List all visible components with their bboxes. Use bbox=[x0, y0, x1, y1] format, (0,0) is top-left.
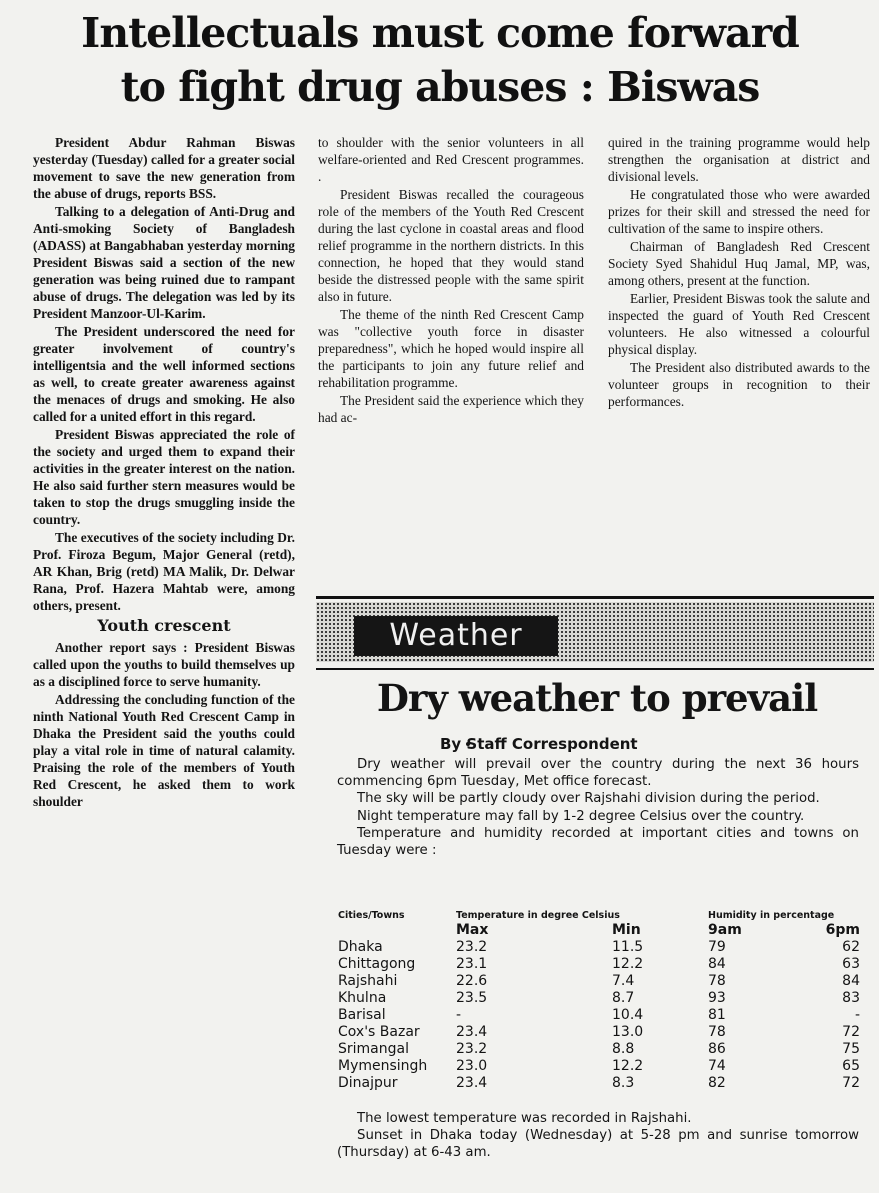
article-column-1 bbox=[33, 134, 295, 811]
cell-humidity-9am: 84 bbox=[708, 956, 726, 972]
paragraph: Chairman of Bangladesh Red Crescent Society Syed Shahidul Huq Jamal, MP, was, among others, present at the function. bbox=[608, 239, 870, 288]
cell-city: Rajshahi bbox=[338, 973, 398, 989]
weather-body bbox=[337, 756, 859, 859]
paragraph: The President underscored the need for greater involvement of country's intelligentsia and the well informed sections as well, to create greater awareness against the menaces of drugs and smoking. He also called for a united effort in this regard. bbox=[33, 324, 295, 424]
cell-max: 23.4 bbox=[456, 1075, 488, 1091]
cell-humidity-6pm: - bbox=[854, 1007, 860, 1023]
cell-humidity-9am: 93 bbox=[708, 990, 726, 1006]
cell-humidity-6pm: 65 bbox=[842, 1058, 860, 1074]
article-column-2 bbox=[318, 134, 584, 427]
cell-humidity-6pm: 63 bbox=[842, 956, 860, 972]
cell-min: 12.2 bbox=[612, 1058, 644, 1074]
cell-min: 11.5 bbox=[612, 939, 644, 955]
paragraph-continuation: to shoulder with the senior volunteers in all welfare-oriented and Red Crescent programmes. . bbox=[318, 135, 584, 184]
section-rule bbox=[316, 668, 874, 670]
cell-humidity-9am: 78 bbox=[708, 1024, 726, 1040]
cell-max: 23.1 bbox=[456, 956, 488, 972]
paragraph: President Biswas recalled the courageous role of the members of the Youth Red Crescent during the last cyclone in coastal areas and flood relief programme in the northern districts. In this connection, he hoped that they would stand beside the distressed people with the same spirit also in future. bbox=[318, 187, 584, 304]
cell-humidity-6pm: 72 bbox=[842, 1024, 860, 1040]
table-row bbox=[338, 956, 860, 973]
table-header-row bbox=[338, 910, 860, 922]
cell-city: Cox's Bazar bbox=[338, 1024, 420, 1040]
paragraph: Another report says : President Biswas called upon the youths to build themselves up as a disciplined force to serve humanity. bbox=[33, 640, 295, 689]
paragraph: Talking to a delegation of Anti-Drug and Anti-smoking Society of Bangladesh (ADASS) at Bangabhaban yesterday morning President Biswas said a section of the new generation was being ruined due to rampant abuse of drugs. The delegation was led by its President Manzoor-Ul-Karim. bbox=[33, 204, 295, 321]
paragraph: The theme of the ninth Red Crescent Camp was "collective youth force in disaster preparedness", which he hoped would inspire all the participants to join any future relief and rehabilitation programme. bbox=[318, 307, 584, 390]
cell-humidity-9am: 78 bbox=[708, 973, 726, 989]
headline-line-2: to fight drug abuses : Biswas bbox=[120, 63, 760, 111]
cell-min: 12.2 bbox=[612, 956, 644, 972]
article-headline bbox=[20, 6, 860, 114]
paragraph-continuation: quired in the training programme would help strengthen the organisation at district and divisional levels. bbox=[608, 135, 870, 184]
table-row bbox=[338, 1007, 860, 1024]
cell-city: Mymensingh bbox=[338, 1058, 428, 1074]
article-column-3 bbox=[608, 134, 870, 411]
cell-max: 22.6 bbox=[456, 973, 488, 989]
section-subhead: Youth crescent bbox=[97, 616, 231, 635]
paragraph: Sunset in Dhaka today (Wednesday) at 5-28 pm and sunrise tomorrow (Thursday) at 6-43 am. bbox=[337, 1128, 859, 1161]
subheader-9am: 9am bbox=[708, 922, 742, 938]
table-row bbox=[338, 1041, 860, 1058]
subheader-max: Max bbox=[456, 922, 489, 938]
column-header-humidity: Humidity in percentage bbox=[708, 910, 835, 921]
cell-max: - bbox=[456, 1007, 462, 1023]
section-rule bbox=[316, 596, 874, 599]
cell-humidity-6pm: 83 bbox=[842, 990, 860, 1006]
table-body bbox=[338, 939, 860, 1092]
cell-humidity-9am: 82 bbox=[708, 1075, 726, 1091]
paragraph: Temperature and humidity recorded at important cities and towns on Tuesday were : bbox=[337, 825, 859, 859]
cell-max: 23.5 bbox=[456, 990, 488, 1006]
cell-min: 8.8 bbox=[612, 1041, 635, 1057]
cell-min: 13.0 bbox=[612, 1024, 644, 1040]
paragraph: He congratulated those who were awarded prizes for their skill and stressed the need for cultivation of the same to inspire others. bbox=[608, 187, 870, 236]
cell-humidity-6pm: 75 bbox=[842, 1041, 860, 1057]
paragraph: President Biswas appreciated the role of the society and urged them to expand their activities in the greater interest on the nation. He also said further stern measures would be taken to stop the drugs smuggling inside the country. bbox=[33, 427, 295, 527]
cell-max: 23.2 bbox=[456, 1041, 488, 1057]
table-row bbox=[338, 1058, 860, 1075]
cell-humidity-6pm: 62 bbox=[842, 939, 860, 955]
paragraph: The lowest temperature was recorded in Rajshahi. bbox=[357, 1111, 692, 1126]
cell-max: 23.4 bbox=[456, 1024, 488, 1040]
table-row bbox=[338, 990, 860, 1007]
cell-min: 10.4 bbox=[612, 1007, 644, 1023]
column-header-city: Cities/Towns bbox=[338, 910, 405, 921]
paragraph: Addressing the concluding function of the ninth National Youth Red Crescent Camp in Dhaka the President said the youths could play a vital role in time of natural calamity. Praising the role of the members of Youth Red Crescent, he asked them to work shoulder bbox=[33, 692, 295, 809]
cell-city: Khulna bbox=[338, 990, 387, 1006]
cell-min: 8.7 bbox=[612, 990, 635, 1006]
table-row bbox=[338, 939, 860, 956]
cell-humidity-6pm: 72 bbox=[842, 1075, 860, 1091]
paragraph: The President also distributed awards to the volunteer groups in recognition to their performances. bbox=[608, 360, 870, 409]
cell-min: 7.4 bbox=[612, 973, 635, 989]
table-row bbox=[338, 1075, 860, 1092]
paragraph: The sky will be partly cloudy over Rajshahi division during the period. bbox=[357, 791, 820, 807]
table-row bbox=[338, 1024, 860, 1041]
cell-humidity-9am: 81 bbox=[708, 1007, 726, 1023]
weather-footer bbox=[337, 1110, 859, 1162]
table-subheader-row bbox=[338, 922, 860, 939]
headline-line-1: Intellectuals must come forward bbox=[81, 9, 799, 57]
weather-byline: By Staff Correspondent bbox=[440, 735, 638, 753]
cell-humidity-6pm: 84 bbox=[842, 973, 860, 989]
paragraph: Earlier, President Biswas took the salute and inspected the guard of Youth Red Crescent volunteers. He also witnessed a colourful physical display. bbox=[608, 291, 870, 357]
weather-headline: Dry weather to prevail bbox=[376, 676, 818, 720]
paragraph: Dry weather will prevail over the country during the next 36 hours commencing 6pm Tuesday, Met office forecast. bbox=[337, 757, 859, 790]
column-header-temperature: Temperature in degree Celsius bbox=[456, 910, 620, 921]
cell-max: 23.0 bbox=[456, 1058, 488, 1074]
cell-city: Dinajpur bbox=[338, 1075, 398, 1091]
cell-humidity-9am: 86 bbox=[708, 1041, 726, 1057]
table-row bbox=[338, 973, 860, 990]
paragraph: President Abdur Rahman Biswas yesterday (Tuesday) called for a greater social movement to save the new generation from the abuse of drugs, reports BSS. bbox=[33, 135, 295, 201]
paragraph: The executives of the society including Dr. Prof. Firoza Begum, Major General (retd), AR Khan, Brig (retd) MA Malik, Dr. Delwar Rana, Prof. Hazera Mahtab were, among others, present. bbox=[33, 530, 295, 613]
cell-humidity-9am: 74 bbox=[708, 1058, 726, 1074]
cell-max: 23.2 bbox=[456, 939, 488, 955]
subheader-6pm: 6pm bbox=[825, 922, 860, 938]
cell-city: Chittagong bbox=[338, 956, 416, 972]
subheader-min: Min bbox=[612, 922, 641, 938]
paragraph: The President said the experience which they had ac- bbox=[318, 393, 584, 425]
cell-city: Dhaka bbox=[338, 939, 383, 955]
weather-table bbox=[338, 910, 860, 1092]
cell-humidity-9am: 79 bbox=[708, 939, 726, 955]
cell-min: 8.3 bbox=[612, 1075, 635, 1091]
weather-banner-label: Weather bbox=[354, 616, 558, 656]
cell-city: Srimangal bbox=[338, 1041, 409, 1057]
paragraph: Night temperature may fall by 1-2 degree Celsius over the country. bbox=[357, 808, 805, 824]
cell-city: Barisal bbox=[338, 1007, 386, 1023]
